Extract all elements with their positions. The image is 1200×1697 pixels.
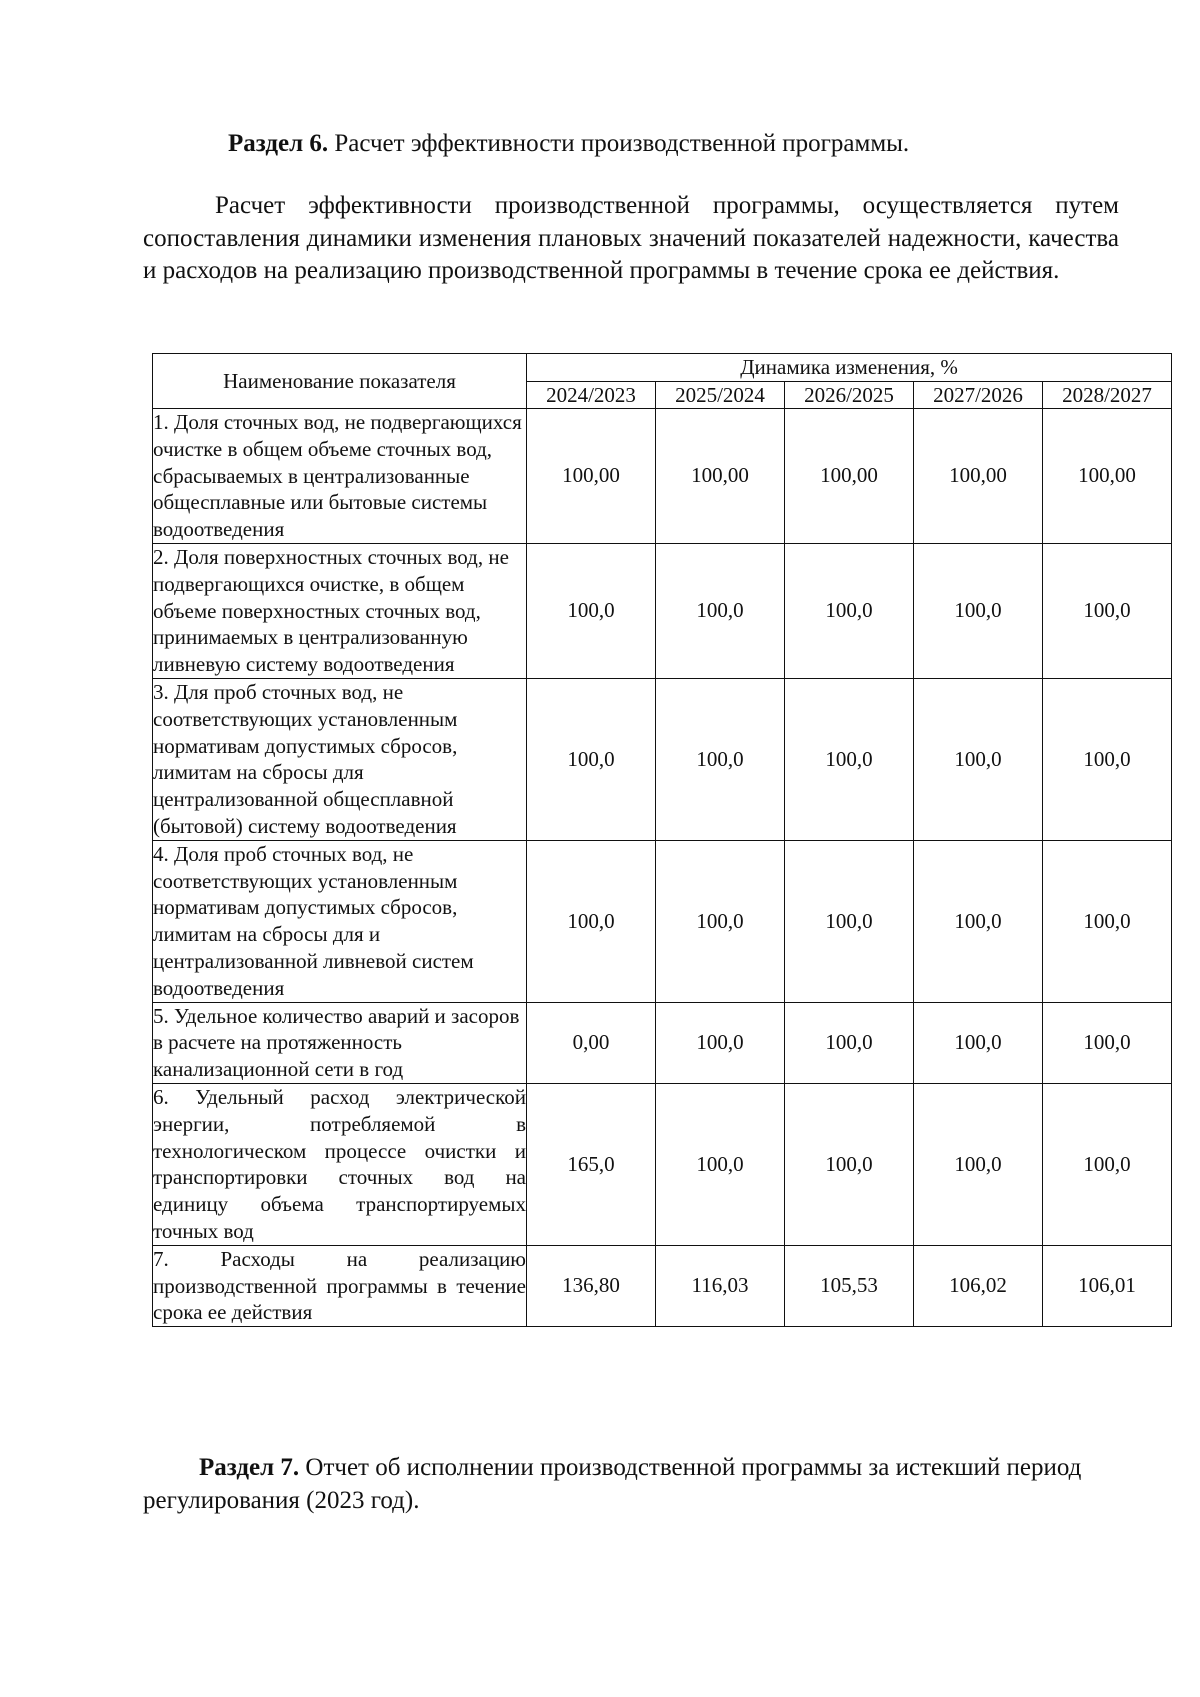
- indicator-value: 100,0: [1043, 543, 1172, 678]
- table-row: [153, 840, 1172, 1002]
- indicator-name: 4. Доля проб сточных вод, не соответствующих установленным нормативам допустимых сбросов, лимитам на сбросы для и централизованной ливневой систем водоотведения: [153, 840, 527, 1002]
- indicator-value: 100,0: [1043, 1083, 1172, 1245]
- section-7-heading-number: Раздел 7.: [199, 1454, 300, 1481]
- indicator-value: 136,80: [527, 1245, 656, 1326]
- indicator-value: 100,0: [527, 678, 656, 840]
- indicator-name: 5. Удельное количество аварий и засоров в расчете на протяженность канализационной сети в год: [153, 1002, 527, 1083]
- indicator-value: 100,0: [656, 1002, 785, 1083]
- indicator-value: 100,00: [527, 409, 656, 544]
- indicator-value: 106,02: [914, 1245, 1043, 1326]
- indicator-value: 100,0: [914, 840, 1043, 1002]
- indicator-value: 100,0: [914, 1083, 1043, 1245]
- indicator-value: 100,0: [656, 678, 785, 840]
- indicator-value: 116,03: [656, 1245, 785, 1326]
- table-row: [153, 1083, 1172, 1245]
- indicator-value: 100,0: [527, 840, 656, 1002]
- indicator-name: 1. Доля сточных вод, не подвергающихся очистке в общем объеме сточных вод, сбрасываемых в централизованные общесплавные или бытовые системы водоотведения: [153, 409, 527, 544]
- table-row: [153, 409, 1172, 544]
- indicator-value: 100,0: [785, 1083, 914, 1245]
- indicator-name: 3. Для проб сточных вод, не соответствующих установленным нормативам допустимых сбросов, лимитам на сбросы для централизованной общесплавной (бытовой) систему водоотведения: [153, 678, 527, 840]
- section-6-paragraph: Расчет эффективности производственной программы, осуществляется путем сопоставления динамики изменения плановых значений показателей надежности, качества и расходов на реализацию производственной программы в течение срока ее действия.: [143, 192, 1119, 284]
- indicator-value: 100,0: [785, 678, 914, 840]
- table-row: [153, 1002, 1172, 1083]
- dynamics-group-header: Динамика изменения, %: [527, 354, 1172, 382]
- period-header: 2027/2026: [914, 381, 1043, 409]
- indicator-value: 165,0: [527, 1083, 656, 1245]
- indicator-value: 106,01: [1043, 1245, 1172, 1326]
- indicator-value: 100,0: [785, 543, 914, 678]
- indicator-value: 100,0: [914, 1002, 1043, 1083]
- table-row: [153, 543, 1172, 678]
- period-header: 2028/2027: [1043, 381, 1172, 409]
- table-row: [153, 1245, 1172, 1326]
- section-6-heading-title: Расчет эффективности производственной программы.: [328, 130, 910, 157]
- section-7-heading: [143, 1451, 1119, 1517]
- indicator-value: 100,0: [1043, 840, 1172, 1002]
- indicator-value: 100,0: [527, 543, 656, 678]
- indicator-value: 100,0: [914, 543, 1043, 678]
- indicator-value: 100,0: [785, 840, 914, 1002]
- period-header: 2025/2024: [656, 381, 785, 409]
- table-row: [153, 678, 1172, 840]
- indicator-value: 100,00: [914, 409, 1043, 544]
- indicator-value: 100,0: [1043, 678, 1172, 840]
- section-6-heading: [228, 127, 1128, 161]
- indicator-value: 100,0: [656, 840, 785, 1002]
- indicator-value: 100,0: [656, 543, 785, 678]
- indicator-value: 100,0: [914, 678, 1043, 840]
- indicator-value: 0,00: [527, 1002, 656, 1083]
- section-7-heading-title: Отчет об исполнении производственной программы за истекший период регулирования (2023 год).: [143, 1454, 1082, 1514]
- indicator-value: 100,0: [1043, 1002, 1172, 1083]
- indicator-value: 100,0: [656, 1083, 785, 1245]
- indicator-name-header: Наименование показателя: [153, 354, 527, 409]
- indicator-name: 6. Удельный расход электрической энергии, потребляемой в технологическом процессе очистки и транспортировки сточных вод на единицу объема транспортируемых точных вод: [153, 1083, 527, 1245]
- section-6-heading-number: Раздел 6.: [228, 130, 329, 157]
- indicator-name: 7. Расходы на реализацию производственной программы в течение срока ее действия: [153, 1245, 527, 1326]
- indicator-value: 100,00: [1043, 409, 1172, 544]
- indicator-name: 2. Доля поверхностных сточных вод, не подвергающихся очистке, в общем объеме поверхностных сточных вод, принимаемых в централизованную ливневую систему водоотведения: [153, 543, 527, 678]
- indicator-value: 100,00: [785, 409, 914, 544]
- indicator-value: 100,0: [785, 1002, 914, 1083]
- period-header: 2024/2023: [527, 381, 656, 409]
- table-header-row: [153, 354, 1172, 382]
- efficiency-table: [152, 353, 1172, 1327]
- period-header: 2026/2025: [785, 381, 914, 409]
- indicator-value: 100,00: [656, 409, 785, 544]
- indicator-value: 105,53: [785, 1245, 914, 1326]
